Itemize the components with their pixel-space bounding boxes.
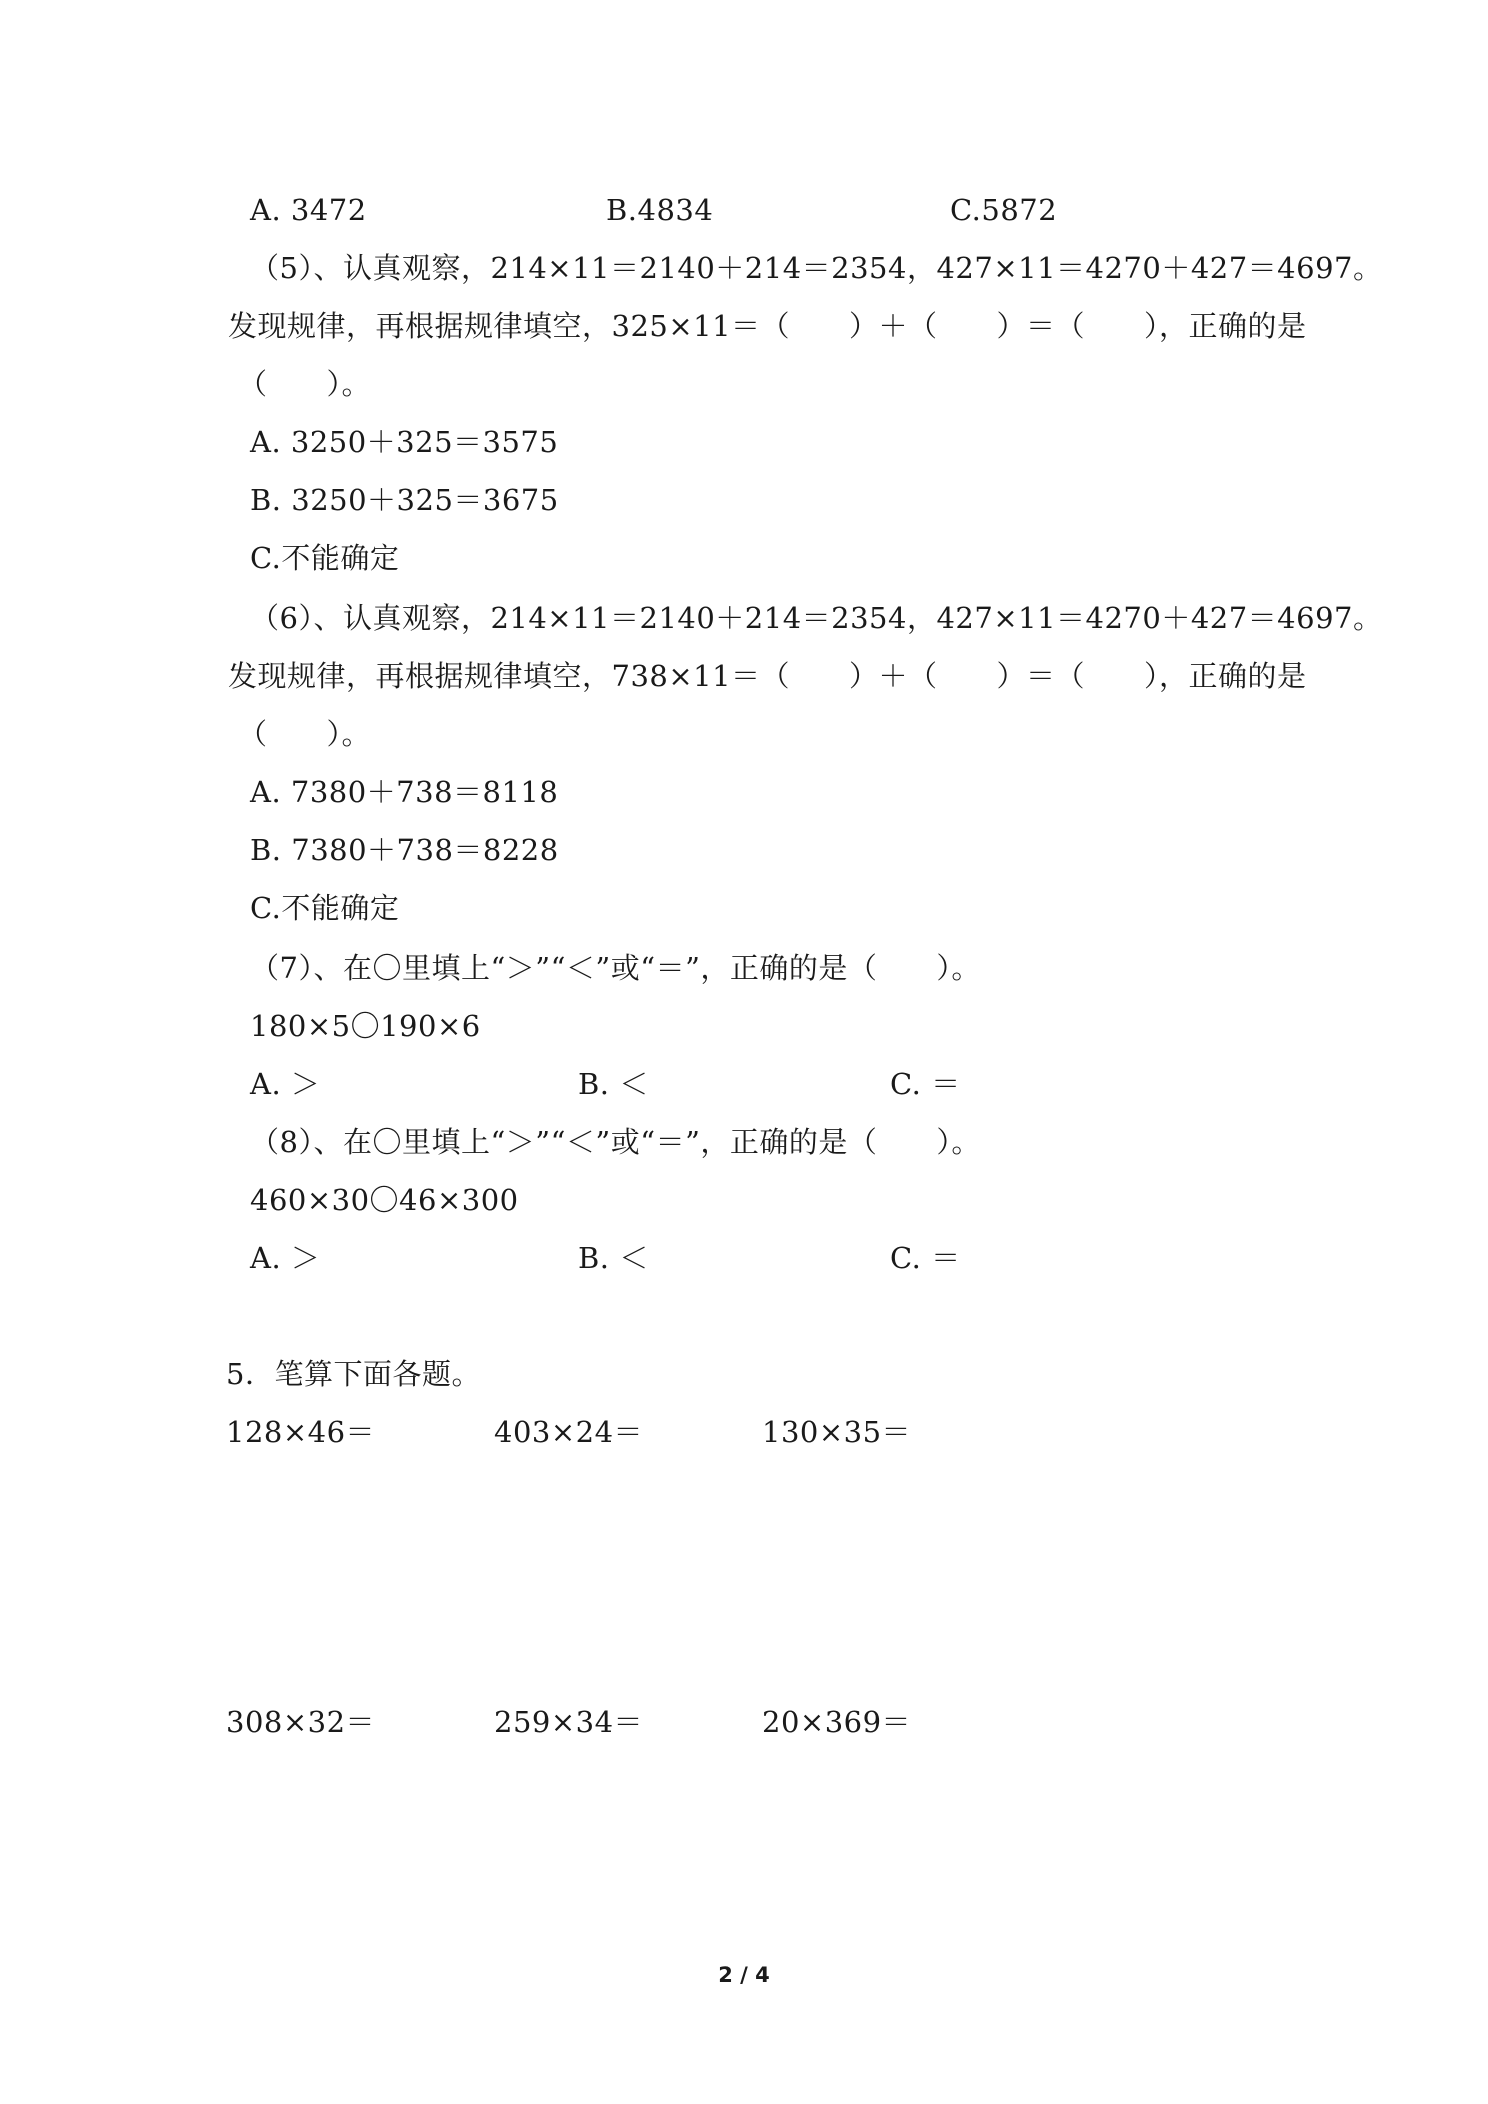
- q7-expression: 180×5〇190×6: [250, 1009, 481, 1043]
- q5-stem-line1: （5）、认真观察，214×11＝2140＋214＝2354，427×11＝4270＋427＝4697。: [250, 251, 1383, 285]
- calc-problem: 259×34＝: [494, 1705, 644, 1739]
- calc-problem: 308×32＝: [226, 1705, 376, 1739]
- section-5-heading: 5．笔算下面各题。: [226, 1357, 481, 1391]
- prev-option-b: B.4834: [606, 193, 714, 227]
- calc-problem: 130×35＝: [762, 1415, 912, 1449]
- q5-option-c: C.不能确定: [250, 541, 400, 575]
- calc-problem: 403×24＝: [494, 1415, 644, 1449]
- q7-option-a: A. ＞: [250, 1067, 321, 1101]
- q5-option-b: B. 3250＋325＝3675: [250, 483, 559, 517]
- page-number: 2 / 4: [718, 1963, 770, 1987]
- q8-option-a: A. ＞: [250, 1241, 321, 1275]
- q7-stem: （7）、在〇里填上“＞”“＜”或“＝”，正确的是（ ）。: [250, 951, 981, 985]
- q8-stem: （8）、在〇里填上“＞”“＜”或“＝”，正确的是（ ）。: [250, 1125, 981, 1159]
- q7-option-c: C. ＝: [890, 1067, 961, 1101]
- q7-option-b: B. ＜: [578, 1067, 649, 1101]
- calc-problem: 20×369＝: [762, 1705, 912, 1739]
- prev-option-c: C.5872: [950, 193, 1058, 227]
- q6-option-a: A. 7380＋738＝8118: [250, 775, 559, 809]
- prev-option-a: A. 3472: [250, 193, 367, 227]
- q6-option-b: B. 7380＋738＝8228: [250, 833, 559, 867]
- q6-stem-line1: （6）、认真观察，214×11＝2140＋214＝2354，427×11＝4270＋427＝4697。: [250, 601, 1383, 635]
- q5-stem-line2: 发现规律，再根据规律填空，325×11＝（ ）＋（ ）＝（ ），正确的是: [228, 309, 1307, 343]
- q6-stem-line3: （ ）。: [238, 717, 372, 751]
- q6-option-c: C.不能确定: [250, 891, 400, 925]
- q6-stem-line2: 发现规律，再根据规律填空，738×11＝（ ）＋（ ）＝（ ），正确的是: [228, 659, 1307, 693]
- q8-option-b: B. ＜: [578, 1241, 649, 1275]
- calc-problem: 128×46＝: [226, 1415, 376, 1449]
- q8-expression: 460×30〇46×300: [250, 1183, 519, 1217]
- q5-option-a: A. 3250＋325＝3575: [250, 425, 559, 459]
- q8-option-c: C. ＝: [890, 1241, 961, 1275]
- q5-stem-line3: （ ）。: [238, 367, 372, 401]
